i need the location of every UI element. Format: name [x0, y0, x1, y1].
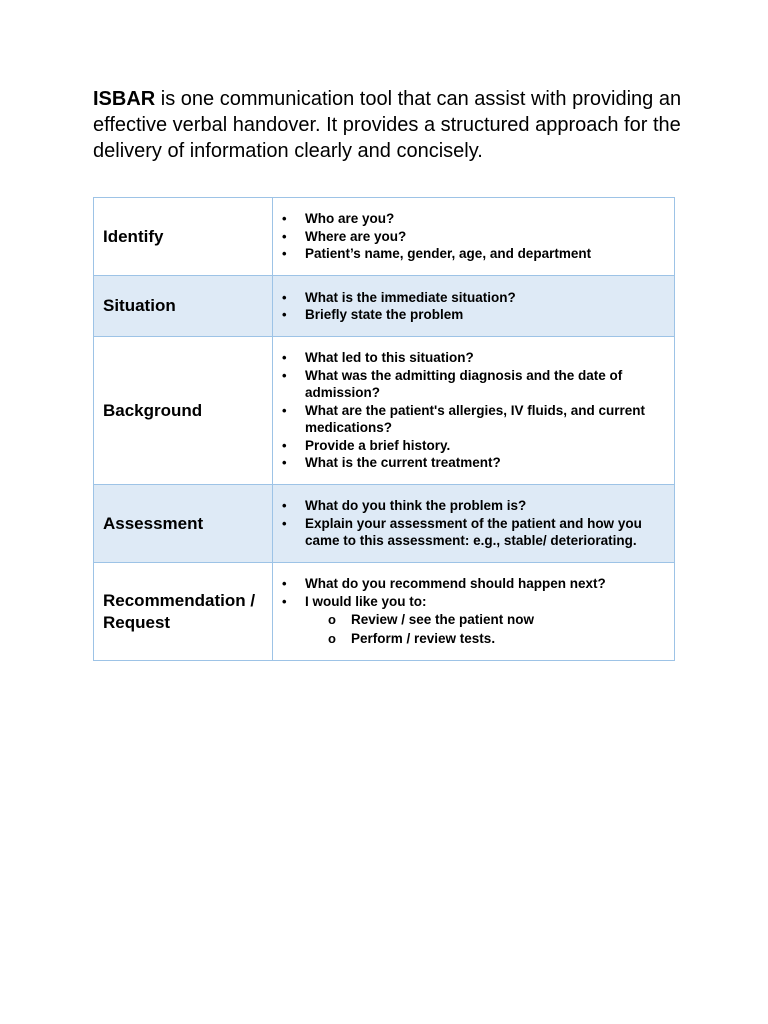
row-background — [94, 337, 675, 485]
intro-paragraph — [93, 86, 693, 164]
label-background: Background — [94, 337, 273, 485]
content-identify — [273, 198, 675, 276]
bullet-list — [273, 289, 666, 324]
intro-text: is one communication tool that can assist with providing an effective verbal handover. It provides a structured approach for the delivery of information clearly and concisely. — [93, 88, 682, 162]
row-identify — [94, 198, 675, 276]
list-item: • Explain your assessment of the patient and how you came to this assessment: e.g., stable/ deteriorating. — [273, 515, 666, 550]
label-identify: Identify — [94, 198, 273, 276]
list-item: • What do you recommend should happen next? — [273, 575, 666, 593]
sub-list-item: o Perform / review tests. — [273, 629, 666, 648]
list-item: • What is the current treatment? — [273, 454, 666, 472]
list-item: • Patient’s name, gender, age, and department — [273, 245, 666, 263]
list-item — [273, 593, 666, 649]
list-item: • What do you think the problem is? — [273, 497, 666, 515]
content-background — [273, 337, 675, 485]
list-item: • Where are you? — [273, 228, 666, 246]
bullet-list — [273, 210, 666, 263]
row-assessment — [94, 485, 675, 563]
list-item: • Provide a brief history. — [273, 437, 666, 455]
list-item: • Who are you? — [273, 210, 666, 228]
list-item: • What are the patient's allergies, IV fluids, and current medications? — [273, 402, 666, 437]
label-situation: Situation — [94, 276, 273, 337]
list-item: • What was the admitting diagnosis and the date of admission? — [273, 367, 666, 402]
list-item: • What led to this situation? — [273, 349, 666, 367]
bullet-list — [273, 497, 666, 550]
bullet-list — [273, 575, 666, 648]
label-recommendation: Recommendation / Request — [94, 563, 273, 661]
sub-bullet-list — [305, 610, 666, 648]
isbar-table — [93, 197, 675, 661]
content-assessment — [273, 485, 675, 563]
content-situation — [273, 276, 675, 337]
row-recommendation — [94, 563, 675, 661]
isbar-term: ISBAR — [93, 88, 156, 110]
label-assessment: Assessment — [94, 485, 273, 563]
bullet-list — [273, 349, 666, 472]
list-item-text: I would like you to: — [305, 593, 427, 609]
sub-list-item: o Review / see the patient now — [273, 610, 666, 629]
row-situation — [94, 276, 675, 337]
content-recommendation — [273, 563, 675, 661]
list-item: • What is the immediate situation? — [273, 289, 666, 307]
list-item: • Briefly state the problem — [273, 306, 666, 324]
